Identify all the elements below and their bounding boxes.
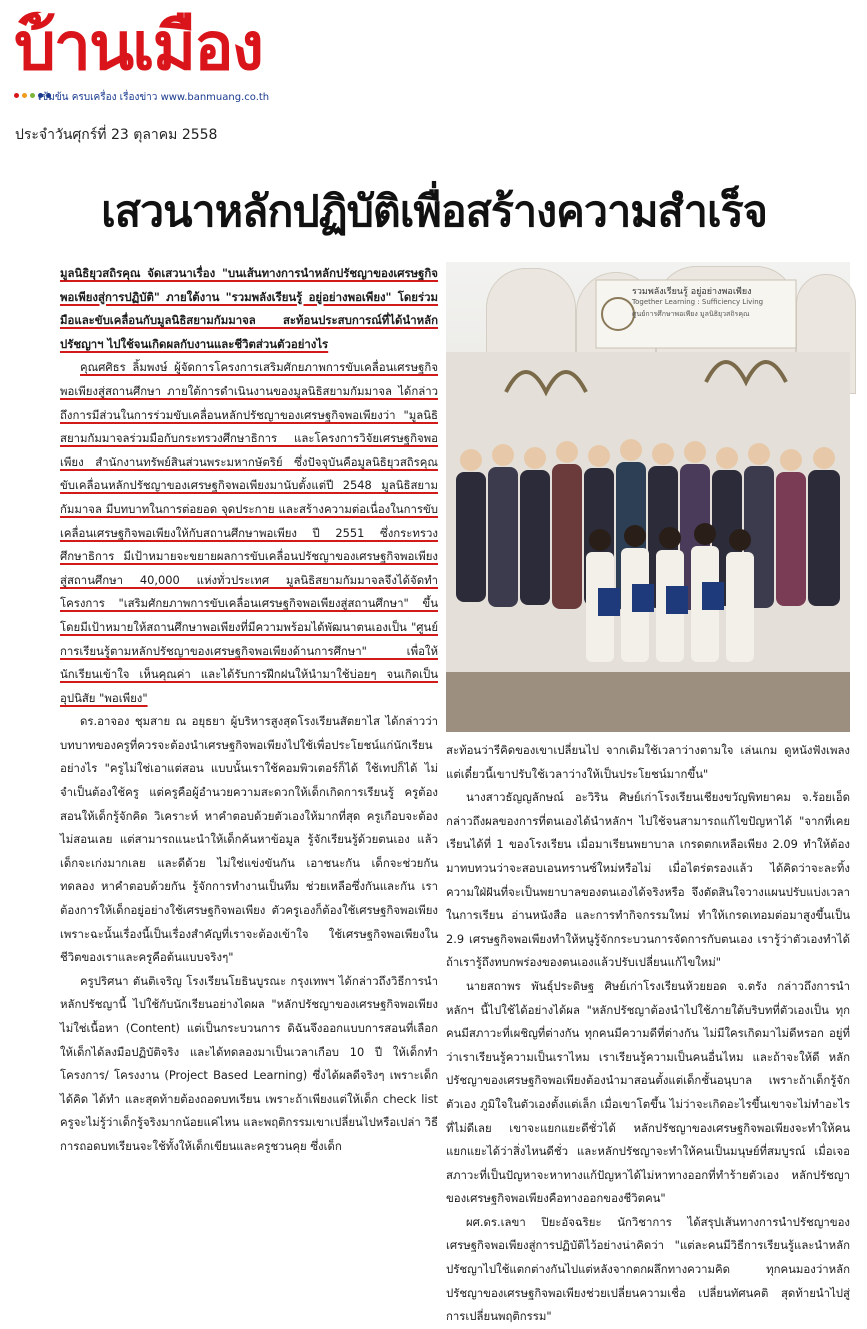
article-headline: เสวนาหลักปฏิบัติเพื่อสร้างความสำเร็จ <box>101 187 767 237</box>
article-paragraph: สะท้อนว่ารีคิดของเขาเปลี่ยนไป จากเดิมใช้เวลาว่างตามใจ เล่นเกม ดูหนังฟังเพลง แต่เดี๋ยวนี้เขาปรับใช้เวลาว่างให้เป็นประโยชน์มากขึ้น" <box>446 743 850 781</box>
newspaper-tagline: เข้มข้น ครบเครื่อง เรื่องข่าว www.banmuang.co.th <box>38 92 270 103</box>
event-photo <box>446 262 850 732</box>
article-paragraph: ดร.อาจอง ชุมสาย ณ อยุธยา ผู้บริหารสูงสุดโรงเรียนสัตยาไส ได้กล่าวว่า บทบาทของครูที่ควรจะต้องนำเศรษฐกิจพอเพียงไปใช้เพื่อประโยชน์แก่นักเรียนอย่างไร "ครูไม่ใช่เอาแต่สอน แบบนั้นเราใช้คอมพิวเตอร์ก็ได้ ใช้เทปก็ได้ ไม่จำเป็นต้องใช้ครู แต่ครูคือผู้อำนวยความสะดวกให้เด็กเกิดการเรียนรู้ ครูต้องสอนให้เด็กรู้จักคิด วิเคราะห์ หาคำตอบด้วยตัวเองให้มากที่สุด ครูเกือบจะต้องไม่สอนเลย แต่สามารถแนะนำให้เด็กค้นหาข้อมูล รู้จักเรียนรู้ด้วยตนเอง แล้วเด็กจะเก่งมากเลย และดีด้วย ไม่ใช่แข่งขันกัน เอาชนะกัน เด็กจะช่วยกันทดลอง หาคำตอบด้วยกัน รู้จักการทำงานเป็นทีม ช่วยเหลือซึ่งกันและกัน เราต้องการให้เด็กอยู่อย่างใช้เศรษฐกิจพอเพียง ตัวครูเองก็ต้องใช้เศรษฐกิจพอเพียง เพราะฉะนั้นเรื่องนี้เป็นเรื่องสำคัญที่เราจะต้องเข้าใจ ใช้เศรษฐกิจพอเพียงในชีวิตของเราและครูคือต้นแบบจริงๆ" <box>60 714 438 965</box>
dot-orange <box>22 93 27 98</box>
group-of-people-photo <box>446 352 850 732</box>
article-paragraph: คุณศศิธร ลิ้มพงษ์ ผู้จัดการโครงการเสริมศักยภาพการขับเคลื่อนเศรษฐกิจพอเพียงสู่สถานศึกษา ภายใต้การดำเนินงานของมูลนิธิสยามกัมมาจล ได้กล่าวถึงการมีส่วนในการร่วมขับเคลื่อนหลักปรัชญาของเศรษฐกิจพอเพียงว่า "มูลนิธิสยามกัมมาจลร่วมมือกับกระทรวงศึกษาธิการ และโครงการวิจัยเศรษฐกิจพอเพียง สำนักงานทรัพย์สินส่วนพระมหากษัตริย์ ซึ่งปัจจุบันคือมูลนิธิยุวสถิรคุณ ขับเคลื่อนหลักปรัชญาของเศรษฐกิจพอเพียงมานับตั้งแต่ปี 2548 มูลนิธิสยามกัมมาจล มีบทบาทในการต่อยอด จุดประกาย และสร้างความต่อเนื่องในการขับเคลื่อนเศรษฐกิจพอเพียงให้กับสถานศึกษาพอเพียง ปี 2551 ซึ่งกระทรวงศึกษาธิการ มีเป้าหมายจะขยายผลการขับเคลื่อนปรัชญาของเศรษฐกิจพอเพียงสู่สถานศึกษา 40,000 แห่งทั่วประเทศ มูลนิธิสยามกัมมาจลจึงได้จัดทำโครงการ "เสริมศักยภาพการขับเคลื่อนเศรษฐกิจพอเพียงสู่สถานศึกษา" ขึ้นโดยมีเป้าหมายให้สถานศึกษาพอเพียงที่มีความพร้อมได้พัฒนาตนเองเป็น "ศูนย์การเรียนรู้ตามหลักปรัชญาของเศรษฐกิจพอเพียงด้านการศึกษา" เพื่อให้นักเรียนเข้าใจ เห็นคุณค่า และได้รับการฝึกฝนให้นำมาใช้บ่อยๆ จนเกิดเป็นอุปนิสัย "พอเพียง" <box>60 360 438 705</box>
newspaper-masthead <box>14 6 344 106</box>
dot-red <box>14 93 19 98</box>
article-paragraph: นายสถาพร พันธุ์ประดิษฐ ศิษย์เก่าโรงเรียนห้วยยอด จ.ตรัง กล่าวถึงการนำหลักฯ นี้ไปใช้ได้อย่างได้ผล "หลักปรัชญาต้องนำไปใช้ภายใต้บริบทที่ตัวเองเป็น ทุกคนมีสภาวะที่เผชิญที่ต่างกัน ทุกคนมีความดีที่ต่างกัน ไม่มีใครเกิดมาไม่ดีหรอก อยู่ที่ว่าเราเรียนรู้ความเป็นเราไหม เราเรียนรู้ความเป็นคนอื่นไหม และถ้าจะให้ดี หลักปรัชญาของเศรษฐกิจพอเพียงต้องนำมาสอนตั้งแต่เด็กชั้นอนุบาล เพราะถ้าเด็กรู้จักตัวเอง ภูมิใจในตัวเองตั้งแต่เล็ก เมื่อเขาโตขึ้น ไม่ว่าจะเกิดอะไรขึ้นเขาจะไม่ทำอะไรที่ไม่ดีเลย เขาจะแยกแยะดีชั่วได้ หลักปรัชญาของเศรษฐกิจพอเพียงจะทำให้คนแยกแยะได้ว่าสิ่งไหนดีชั่ว และหลักปรัชญาจะทำให้คนเป็นมนุษย์ที่สมบูรณ์ เมื่อเจอสภาวะที่เป็นปัญหาจะหาทางแก้ปัญหาได้ไม่หาทางออกที่ทำร้ายตัวเอง หลักปรัชญาของเศรษฐกิจพอเพียงคือทางออกของชีวิตคน" <box>446 978 850 1206</box>
article-right-column <box>446 739 850 1329</box>
newspaper-title: บ้านเมือง <box>14 7 263 85</box>
event-banner-text: รวมพลังเรียนรู้ อยู่อย่างพอเพียง <box>632 287 752 297</box>
article-left-column <box>60 262 438 1159</box>
issue-date: ประจำวันศุกร์ที่ 23 ตุลาคม 2558 <box>15 127 218 143</box>
dot-green <box>30 93 35 98</box>
article-paragraph: ครูปริศนา ตันติเจริญ โรงเรียนโยธินบูรณะ กรุงเทพฯ ได้กล่าวถึงวิธีการนำหลักปรัชญานี้ ไปใช้กับนักเรียนอย่างไดผล "หลักปรัชญาของเศรษฐกิจพอเพียงไม่ใช่เนื้อหา (Content) แต่เป็นกระบวนการ ดิฉันจึงออกแบบการสอนที่เลือกให้เด็กได้ลงมือปฏิบัติจริง และได้ทดลองมาเป็นเวลาเกือบ 10 ปี ให้เด็กทำโครงการ/ โครงงาน (Project Based Learning) ซึ่งได้ผลดีจริงๆ เพราะเด็กได้คิด ได้ทำ และสุดท้ายต้องถอดบทเรียน เพราะถ้าเพียงแต่ให้เด็ก check list ครูจะไม่รู้ว่าเด็กรู้จริงมากน้อยแค่ไหน และพฤติกรรมเขาเปลี่ยนไปหรือเปล่า วิธีการถอดบทเรียนจะใช้ทั้งให้เด็กเขียนและครูชวนคุย ซึ่งเด็ก <box>60 973 438 1153</box>
event-banner-org: ศูนย์การศึกษาพอเพียง มูลนิธิยุวสถิรคุณ <box>632 310 750 318</box>
article-paragraph: นางสาวธัญญลักษณ์ อะวิริน ศิษย์เก่าโรงเรียนเชียงขวัญพิทยาคม จ.ร้อยเอ็ด กล่าวถึงผลของการที่ตนเองได้นำหลักฯ ไปใช้จนสามารถแก้ไขปัญหาได้ "จากที่เคยเรียนได้ที่ 1 ของโรงเรียน เมื่อมาเรียนพยาบาล เกรดตกเหลือเพียง 2.09 ทำให้ต้องมาทบทวนว่าจะสอบเอนทรานซ์ใหม่หรือไม่ เมื่อไตร่ตรองแล้ว ได้คิดว่าจะละทิ้งความใฝ่ฝันที่จะเป็นพยาบาลของตนเองได้จริงหรือ จึงตัดสินใจวางแผนปรับแบ่งเวลาในการเรียน อ่านหนังสือ และการทำกิจกรรมใหม่ ทำให้เกรดเทอมต่อมาสูงขึ้นเป็น 2.9 เศรษฐกิจพอเพียงทำให้หนูรู้จักกระบวนการจัดการกับตนเอง เรารู้ว่าตัวเองทำได้ ถ้าเรารู้ถึงทบกพร่องของตนเองแล้วปรับเปลี่ยนแก้ไขใหม่" <box>446 790 850 970</box>
event-banner-subtitle: Together Learning : Sufficiency Living <box>632 298 764 306</box>
article-lead: มูลนิธิยุวสถิรคุณ จัดเสวนาเรื่อง "บนเส้นทางการนำหลักปรัชญาของเศรษฐกิจพอเพียงสู่การปฏิบัติ" ภายใต้งาน "รวมพลังเรียนรู้ อยู่อย่างพอเพียง" โดยร่วมมือและขับเคลื่อนกับมูลนิธิสยามกัมมาจล สะท้อนประสบการณ์ที่ได้นำหลักปรัชญาฯ ไปใช้จนเกิดผลกับงานและชีวิตส่วนตัวอย่างไร <box>60 266 438 351</box>
article-paragraph: ผศ.ดร.เลขา ปิยะอัจฉริยะ นักวิชาการ ได้สรุปเส้นทางการนำปรัชญาของเศรษฐกิจพอเพียงสู่การปฏิบัติไว้อย่างน่าคิดว่า "แต่ละคนมีวิธีการเรียนรู้และนำหลักปรัชญาไปใช้แตกต่างกันไปแต่หลังจากตกผลึกทางความคิด ทุกคนมองว่าหลักปรัชญาของเศรษฐกิจพอเพียงช่วยเปลี่ยนความเชื่อ เปลี่ยนทัศนคติ สุดท้ายนำไปสู่การเปลี่ยนพฤติกรรม" <box>446 1214 850 1324</box>
